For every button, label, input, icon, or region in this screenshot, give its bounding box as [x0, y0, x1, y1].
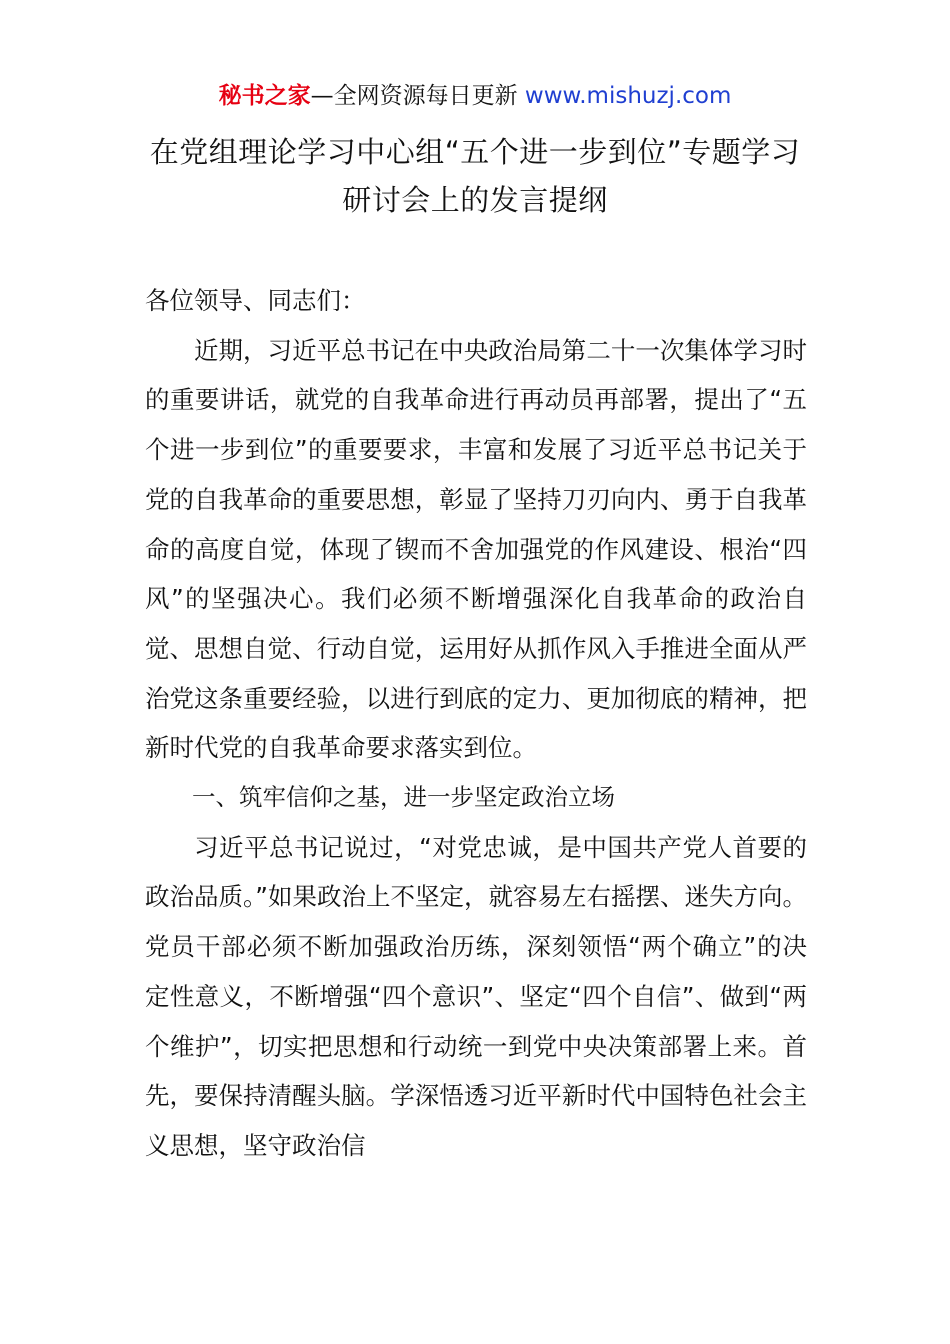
section-heading-1: 一、筑牢信仰之基，进一步坚定政治立场 [192, 783, 615, 812]
header-tagline: —全网资源每日更新 [310, 83, 525, 109]
document-title: 在党组理论学习中心组“五个进一步到位”专题学习研讨会上的发言提纲 [149, 135, 801, 217]
salutation: 各位领导、同志们： [145, 286, 366, 315]
site-header [0, 80, 950, 112]
brand-name: 秘书之家 [218, 83, 311, 109]
website-link[interactable]: www.mishuzj.com [524, 83, 732, 109]
document-body [145, 276, 807, 1171]
paragraph-intro: 近期，习近平总书记在中央政治局第二十一次集体学习时的重要讲话，就党的自我革命进行再动员再部署，提出了“五个进一步到位”的重要要求，丰富和发展了习近平总书记关于党的自我革命的重要思想，彰显了坚持刀刃向内、勇于自我革命的高度自觉，体现了锲而不舍加强党的作风建设、根治“四风”的坚强决心。我们必须不断增强深化自我革命的政治自觉、思想自觉、行动自觉，运用好从抓作风入手推进全面从严治党这条重要经验，以进行到底的定力、更加彻底的精神，把新时代党的自我革命要求落实到位。 [145, 335, 807, 763]
paragraph-section-1: 习近平总书记说过，“对党忠诚，是中国共产党人首要的政治品质。”如果政治上不坚定，就容易左右摇摆、迷失方向。党员干部必须不断加强政治历练，深刻领悟“两个确立”的决定性意义，不断增强“四个意识”、坚定“四个自信”、做到“两个维护”，切实把思想和行动统一到党中央决策部署上来。首先，要保持清醒头脑。学深悟透习近平新时代中国特色社会主义思想，坚守政治信 [145, 832, 807, 1160]
